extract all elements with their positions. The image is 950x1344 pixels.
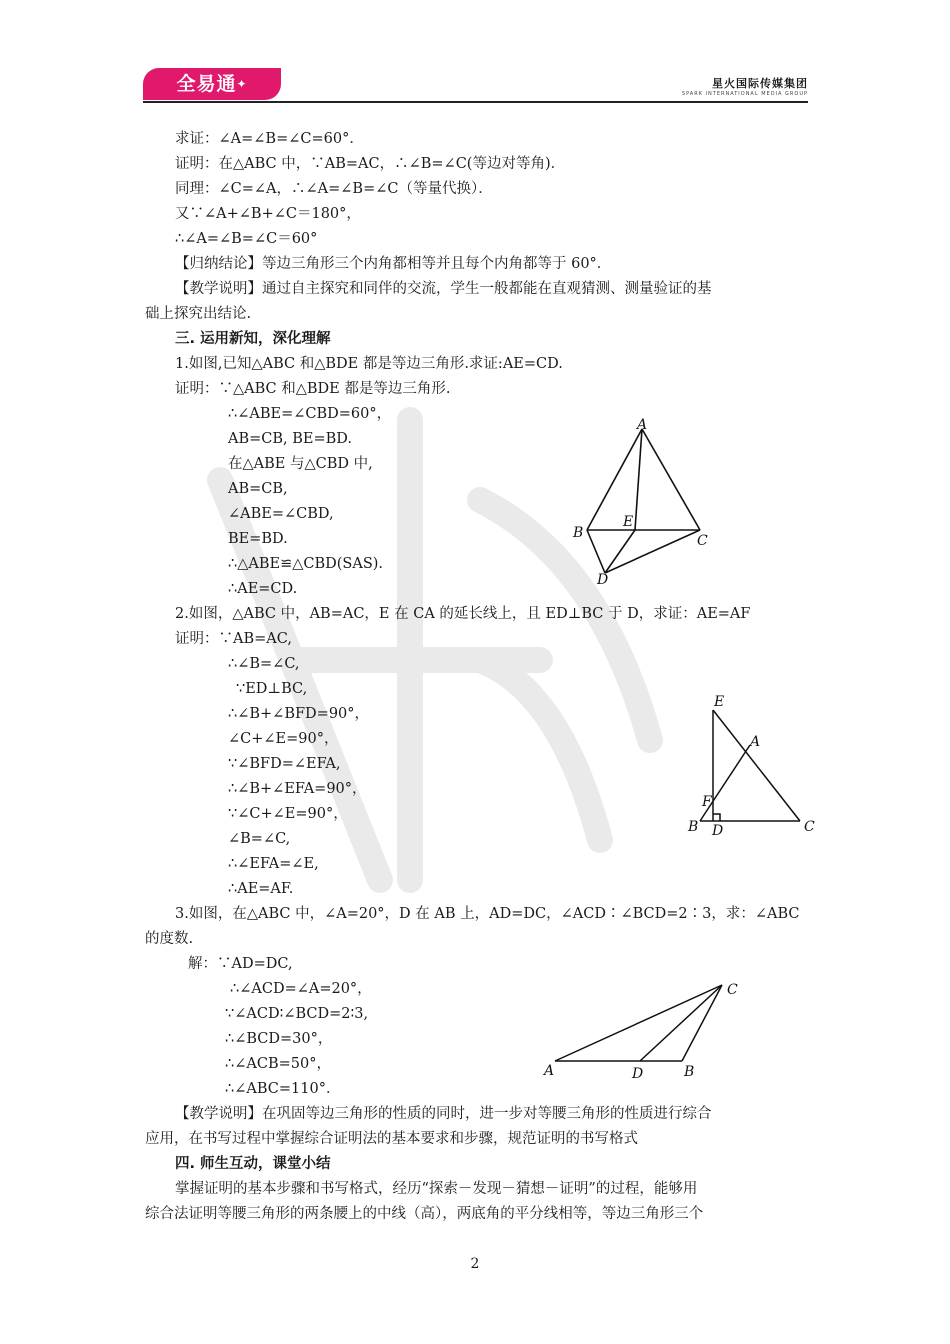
section-heading: 三. 运用新知，深化理解 — [175, 331, 331, 347]
figure-3-label: C — [727, 982, 738, 998]
text-line: 又∵∠A+∠B+∠C＝180°， — [175, 206, 361, 222]
text-line: 础上探究出结论. — [145, 306, 252, 322]
figure-2-label: B — [688, 819, 699, 835]
logo-star-icon: ✦ — [236, 77, 248, 91]
text-line: BE=BD. — [228, 531, 288, 547]
text-line: 掌握证明的基本步骤和书写格式，经历“探索－发现－猜想－证明”的过程，能够用 — [175, 1181, 698, 1197]
page-number: 2 — [470, 1256, 480, 1272]
text-line: ∴∠ACB=50°， — [225, 1056, 331, 1072]
company-name-cn: 星火国际传媒集团 — [712, 77, 808, 90]
text-line: ∠C+∠E=90°， — [228, 731, 339, 747]
company-name-en: SPARK INTERNATIONAL MEDIA GROUP — [681, 91, 808, 97]
text-line: ∴∠ACD=∠A=20°， — [230, 981, 372, 997]
text-line: ∴AE=CD. — [228, 581, 298, 597]
figure-1-label: C — [697, 533, 708, 549]
text-line: ∴∠BCD=30°， — [225, 1031, 333, 1047]
text-line: ∵ED⊥BC, — [236, 681, 308, 697]
figure-3-diagram — [540, 975, 760, 1085]
text-line: 证明：∵△ABC 和△BDE 都是等边三角形. — [175, 381, 451, 397]
text-line: 应用，在书写过程中掌握综合证明法的基本要求和步骤，规范证明的书写格式 — [145, 1131, 638, 1147]
text-line: 解：∵AD=DC, — [188, 956, 293, 972]
logo-text: 全易通 — [176, 73, 237, 95]
text-line: ∴∠A=∠B=∠C＝60° — [175, 231, 318, 247]
text-line: 证明：在△ABC 中，∵AB=AC，∴∠B=∠C(等边对等角)． — [175, 156, 566, 172]
figure-3-label: B — [684, 1064, 695, 1080]
text-line: 求证：∠A=∠B=∠C=60°． — [175, 131, 364, 147]
text-line: ∴△ABE≌△CBD(SAS). — [228, 556, 384, 572]
text-line: ∠ABE=∠CBD, — [228, 506, 334, 522]
text-line: ∠B=∠C, — [228, 831, 291, 847]
figure-3-label: A — [544, 1063, 555, 1079]
text-line: 在△ABE 与△CBD 中, — [228, 456, 373, 472]
figure-2-label: A — [750, 734, 761, 750]
text-line: 【归纳结论】等边三角形三个内角都相等并且每个内角都等于 60°． — [175, 256, 612, 272]
text-line: 3.如图，在△ABC 中，∠A=20°，D 在 AB 上，AD=DC，∠ACD∶∠BCD=2∶3，求：∠ABC — [175, 906, 800, 922]
figure-2-label: E — [714, 694, 725, 710]
text-line: 的度数. — [145, 931, 194, 947]
text-line: ∴∠B+∠BFD=90°， — [228, 706, 370, 722]
text-line: AB=CB, BE=BD. — [228, 431, 353, 447]
text-line: 综合法证明等腰三角形的两条腰上的中线（高），两底角的平分线相等，等边三角形三个 — [145, 1206, 704, 1222]
text-line: AB=CB, — [228, 481, 288, 497]
text-line: ∵∠ACD∶∠BCD=2∶3, — [225, 1006, 369, 1022]
text-line: ∴∠EFA=∠E, — [228, 856, 319, 872]
text-line: ∵∠BFD=∠EFA, — [228, 756, 341, 772]
header-divider — [143, 101, 808, 103]
figure-2-label: F — [702, 794, 712, 810]
text-line: 同理：∠C=∠A，∴∠A=∠B=∠C（等量代换）． — [175, 181, 493, 197]
text-line: 2.如图，△ABC 中，AB=AC，E 在 CA 的延长线上，且 ED⊥BC 于 D，求证：AE=AF — [175, 606, 751, 622]
company-block — [682, 75, 808, 97]
text-line: ∴∠B+∠EFA=90°， — [228, 781, 367, 797]
text-line: ∴∠B=∠C, — [228, 656, 300, 672]
text-line: 【教学说明】在巩固等边三角形的性质的同时，进一步对等腰三角形的性质进行综合 — [175, 1106, 712, 1122]
text-line: ∴∠ABC=110°． — [225, 1081, 341, 1097]
figure-1-diagram — [560, 415, 730, 590]
section-heading: 四. 师生互动，课堂小结 — [175, 1156, 331, 1172]
figure-2-label: D — [712, 823, 724, 839]
text-line: ∵∠C+∠E=90°， — [228, 806, 348, 822]
text-line: 【教学说明】通过自主探究和同伴的交流，学生一般都能在直观猜测、测量验证的基 — [175, 281, 712, 297]
brand-logo — [143, 68, 281, 100]
figure-3-label: D — [632, 1066, 644, 1082]
figure-2-diagram — [680, 690, 820, 845]
text-line: ∴∠ABE=∠CBD=60°， — [228, 406, 392, 422]
figure-2-label: C — [804, 819, 815, 835]
text-line: 1.如图,已知△ABC 和△BDE 都是等边三角形.求证:AE=CD. — [175, 356, 563, 372]
figure-1-label: B — [573, 525, 584, 541]
figure-1-label: A — [637, 417, 648, 433]
figure-1-label: D — [597, 572, 609, 588]
figure-1-label: E — [623, 514, 634, 530]
text-line: ∴AE=AF. — [228, 881, 294, 897]
text-line: 证明：∵AB=AC, — [175, 631, 292, 647]
